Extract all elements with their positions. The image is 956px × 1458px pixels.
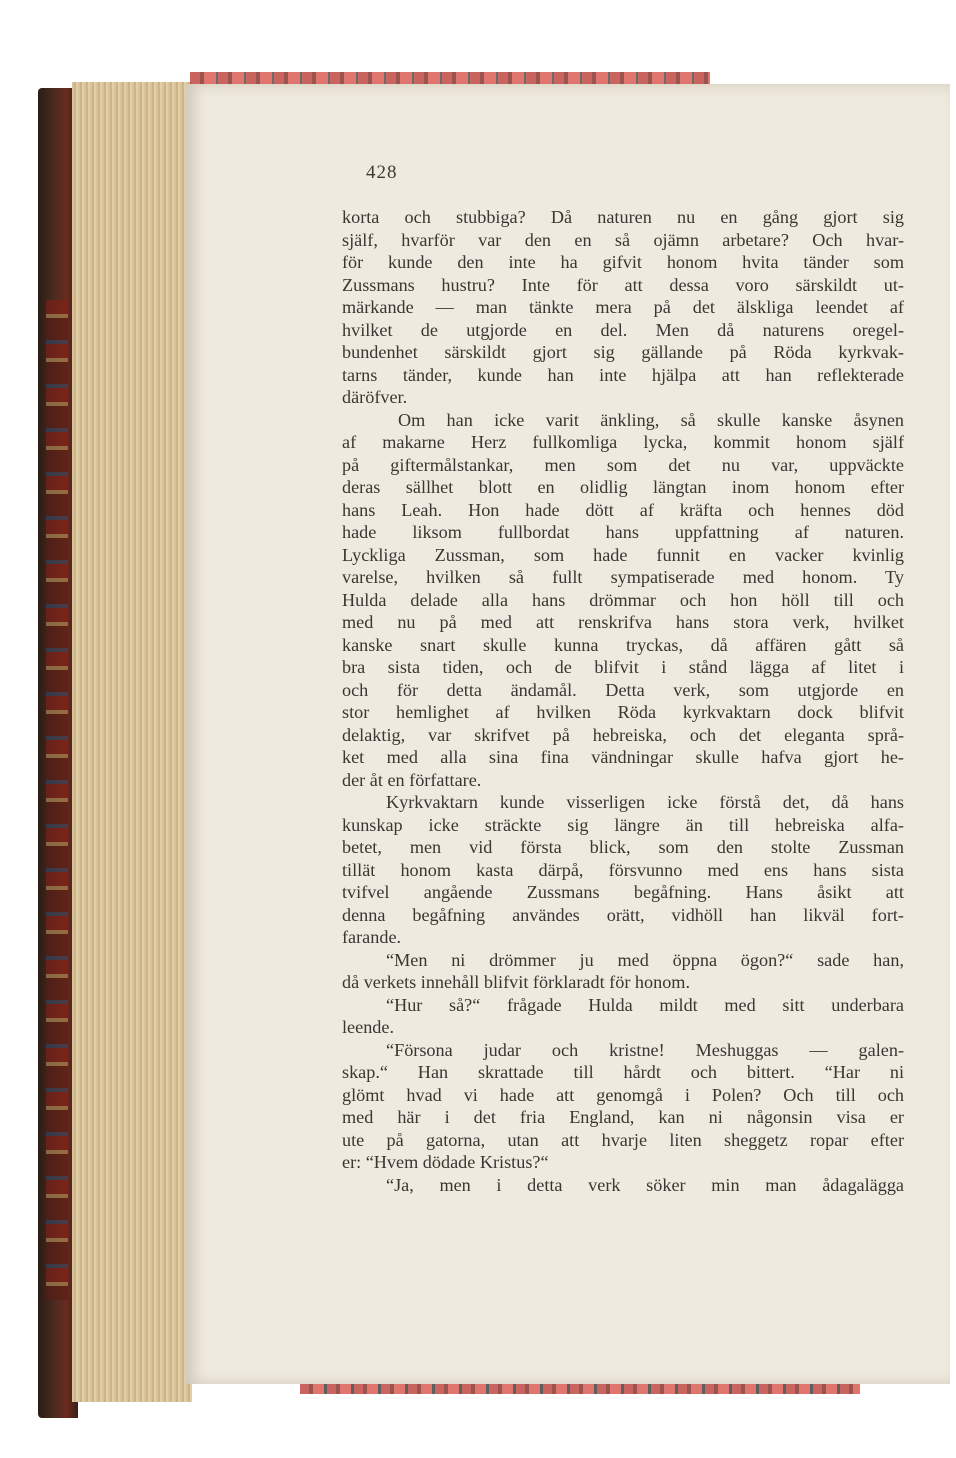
text-line: der åt en författare.	[342, 769, 482, 790]
text-line: bundenhet särskildt gjort sig gällande på Röda kyrkvak-	[342, 342, 904, 362]
text-line: “Hur så?“ frågade Hulda mildt med sitt underbara	[386, 994, 904, 1015]
text-line: hade liksom fullbordat hans uppfattning af naturen.	[342, 522, 904, 542]
text-line: “Försona judar och kristne! Meshuggas — galen-	[386, 1039, 904, 1060]
text-line: Hulda delade alla hans drömmar och hon höll till och	[342, 589, 904, 610]
text-line: er: “Hvem dödade Kristus?“	[342, 1152, 549, 1172]
text-line: tvifvel angående Zussmans begåfning. Hans åsikt att	[342, 882, 904, 902]
text-line: hans Leah. Hon hade dött af kräfta och hennes död	[342, 499, 904, 520]
page-number: 428	[366, 162, 398, 183]
text-line: af makarne Herz fullkomliga lycka, kommit honom själf	[342, 432, 904, 452]
text-line: leende.	[342, 1017, 395, 1037]
text-line: varelse, hvilken så fullt sympatiserade med honom. Ty	[342, 567, 904, 587]
text-line: märkande — man tänkte mera på det älskliga leendet af	[342, 297, 904, 317]
text-line: på giftermålstankar, men som det nu var, uppväckte	[342, 454, 904, 475]
page-stack-edge	[72, 82, 192, 1402]
text-line: Lyckliga Zussman, som hade funnit en vacker kvinlig	[342, 544, 904, 565]
text-line: med här i det fria England, kan ni någonsin visa er	[342, 1107, 904, 1127]
text-line: med nu på med att renskrifva hans stora verk, hvilket	[342, 612, 904, 632]
text-line: Om han icke varit änkling, så skulle kanske åsynen	[398, 409, 904, 430]
text-line: glömt hvad vi hade att genomgå i Polen? Och till och	[342, 1084, 904, 1105]
text-line: då verkets innehåll blifvit förklaradt för honom.	[342, 972, 690, 992]
text-line: “Men ni drömmer ju med öppna ögon?“ sade han,	[386, 949, 904, 970]
text-line: däröfver.	[342, 387, 408, 407]
text-line: själf, hvarför var den en så ojämn arbetare? Och hvar-	[342, 229, 904, 250]
text-line: och för detta ändamål. Detta verk, som utgjorde en	[342, 679, 904, 700]
text-line: ket med alla sina fina vändningar skulle hafva gjort he-	[342, 747, 904, 767]
text-line: Zussmans hustru? Inte för att dessa voro särskildt ut-	[342, 274, 904, 295]
body-text	[342, 206, 904, 1196]
text-line: deras sällhet blott en olidlig längtan inom honom efter	[342, 477, 904, 497]
text-line: tillät honom kasta därpå, försvunno med ens hans sista	[342, 859, 904, 880]
text-line: skap.“ Han skrattade till hårdt och bittert. “Har ni	[342, 1062, 904, 1082]
text-line: stor hemlighet af hvilken Röda kyrkvaktarn dock blifvit	[342, 702, 904, 722]
cover-marbling	[46, 300, 68, 1300]
text-line: tarns tänder, kunde han inte hjälpa att han reflekterade	[342, 364, 904, 385]
text-line: hvilket de utgjorde en del. Men då naturens oregel-	[342, 319, 904, 340]
text-line: betet, men vid första blick, som den stolte Zussman	[342, 837, 904, 857]
text-line: för kunde den inte ha gifvit honom hvita tänder som	[342, 252, 904, 272]
text-line: bra sista tiden, och de blifvit i stånd lägga af litet i	[342, 657, 904, 677]
text-line: ute på gatorna, utan att hvarje liten sheggetz ropar efter	[342, 1129, 904, 1150]
text-line: korta och stubbiga? Då naturen nu en gång gjort sig	[342, 207, 904, 227]
text-line: denna begåfning användes orätt, vidhöll han likväl fort-	[342, 904, 904, 925]
text-line: farande.	[342, 927, 402, 947]
text-line: “Ja, men i detta verk söker min man ådagalägga	[386, 1174, 904, 1195]
text-line: kanske snart skulle kunna tryckas, då affären gått så	[342, 634, 904, 655]
text-line: kunskap icke sträckte sig längre än till hebreiska alfa-	[342, 814, 904, 835]
text-line: delaktig, var skrifvet på hebreiska, och det eleganta språ-	[342, 724, 904, 745]
text-line: Kyrkvaktarn kunde visserligen icke förstå det, då hans	[386, 792, 904, 812]
